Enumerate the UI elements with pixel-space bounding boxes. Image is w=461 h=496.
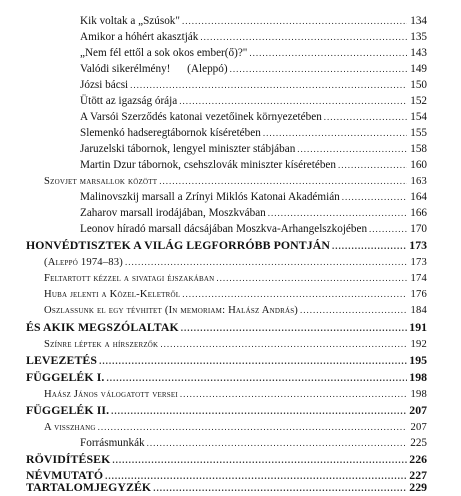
toc-page-number: 155	[410, 127, 427, 139]
toc-entry-title: NÉVMUTATÓ	[26, 468, 104, 482]
toc-entry-title: (Aleppó 1974–83)	[44, 257, 124, 268]
toc-entry	[80, 45, 427, 61]
toc-entry-title: Feltartott kézzel a sivatagi éjszakában	[44, 273, 215, 284]
toc-section-entry	[44, 419, 427, 435]
toc-entry-title: FÜGGELÉK I.	[26, 370, 105, 384]
toc-entry	[80, 109, 427, 125]
dot-leader	[230, 61, 407, 77]
toc-page-number: 166	[410, 207, 427, 219]
toc-entry-title: RÖVIDÍTÉSEK	[26, 452, 111, 466]
toc-page-number: 173	[409, 238, 427, 252]
toc-entry-title: Huba jelenti a Közel-Keletről	[44, 289, 181, 300]
toc-chapter-entry	[26, 352, 427, 368]
dot-leader	[268, 205, 407, 221]
toc-chapter-entry	[26, 369, 427, 385]
toc-entry-title: A Varsói Szerződés katonai vezetőinek környezetében	[80, 111, 322, 123]
dot-leader	[181, 320, 407, 336]
dot-leader	[180, 386, 407, 402]
toc-page-number: 135	[410, 31, 427, 43]
toc-entry-title: Zaharov marsall irodájában, Moszkvában	[80, 207, 266, 219]
dot-leader	[338, 157, 407, 173]
dot-leader	[182, 286, 407, 302]
toc-page-number: 143	[410, 47, 427, 59]
toc-entry	[80, 221, 427, 237]
dot-leader	[99, 353, 407, 369]
toc-page-number: 227	[409, 468, 427, 482]
toc-entry-title: Haász János válogatott versei	[44, 389, 178, 400]
toc-entry	[80, 61, 427, 77]
toc-entry-title: ÉS AKIK MEGSZÓLALTAK	[26, 320, 179, 334]
dot-leader	[182, 13, 407, 29]
toc-page-number: 174	[410, 273, 427, 284]
toc-entry-title: LEVEZETÉS	[26, 353, 98, 367]
toc-entry	[80, 435, 427, 451]
toc-entry-title: Valódi sikerélmény! (Aleppó)	[80, 63, 228, 75]
toc-page-number: 192	[410, 339, 427, 350]
toc-entry-title: Forrásmunkák	[80, 437, 145, 449]
toc-entry-title: HONVÉDTISZTEK A VILÁG LEGFORRÓBB PONTJÁN	[26, 238, 331, 252]
toc-page-number: 198	[410, 389, 427, 400]
toc-chapter-entry	[26, 479, 427, 495]
toc-entry	[80, 205, 427, 221]
toc-entry-title: Szovjet marsallok között	[44, 176, 158, 187]
toc-entry-title: Malinovszkij marsall a Zrínyi Miklós Katonai Akadémián	[80, 191, 340, 203]
toc-page-number: 229	[409, 480, 427, 494]
toc-page-number: 158	[410, 143, 427, 155]
dot-leader	[159, 173, 407, 189]
toc-page-number: 226	[409, 452, 427, 466]
toc-entry-title: FÜGGELÉK II.	[26, 403, 110, 417]
toc-page-number: 176	[410, 289, 427, 300]
toc-section-entry	[44, 254, 427, 270]
toc-entry	[80, 125, 427, 141]
toc-page-number: 149	[410, 63, 427, 75]
toc-page-number: 154	[410, 111, 427, 123]
toc-entry-title: TARTALOMJEGYZÉK	[26, 480, 152, 494]
toc-chapter-entry	[26, 237, 427, 253]
toc-entry-title: Kik voltak a „Szúsok"	[80, 15, 180, 27]
toc-entry-title: Slemenkó hadseregtábornok kíséretében	[80, 127, 261, 139]
dot-leader	[98, 419, 407, 435]
toc-page-number: 160	[410, 159, 427, 171]
dot-leader	[111, 403, 407, 419]
toc-page-number: 150	[410, 79, 427, 91]
toc-entry-title: Oszlassunk el egy tévhitet (In memoriam: Halász András)	[44, 305, 299, 316]
toc-page-number: 207	[409, 403, 427, 417]
dot-leader	[369, 221, 407, 237]
toc-section-entry	[44, 302, 427, 318]
toc-page-number: 163	[410, 176, 427, 187]
toc-page-number: 225	[410, 437, 427, 449]
toc-entry	[80, 13, 427, 29]
dot-leader	[324, 109, 407, 125]
toc-section-entry	[44, 286, 427, 302]
toc-page-number: 184	[410, 305, 427, 316]
toc-chapter-entry	[26, 402, 427, 418]
dot-leader	[342, 189, 407, 205]
toc-page-number: 195	[409, 353, 427, 367]
toc-entry-title: Martin Dzur tábornok, csehszlovák miniszter kíséretében	[80, 159, 336, 171]
toc-entry-title: „Nem fél ettől a sok okos ember(ő)?"	[80, 47, 248, 59]
toc-entry	[80, 77, 427, 93]
toc-page-number: 170	[410, 223, 427, 235]
dot-leader	[130, 77, 407, 93]
dot-leader	[153, 480, 407, 496]
dot-leader	[160, 336, 407, 352]
toc-entry-title: Ütött az igazság órája	[80, 95, 178, 107]
toc-page-number: 173	[410, 257, 427, 268]
dot-leader	[216, 270, 407, 286]
toc-entry	[80, 29, 427, 45]
dot-leader	[179, 93, 407, 109]
dot-leader	[112, 452, 407, 468]
toc-entry-title: Amikor a hóhért akasztják	[80, 31, 199, 43]
toc-entry-title: Józsi bácsi	[80, 79, 129, 91]
dot-leader	[249, 45, 407, 61]
toc-entry	[80, 93, 427, 109]
toc-section-entry	[44, 270, 427, 286]
dot-leader	[200, 29, 407, 45]
toc-entry-title: Leonov híradó marsall dácsájában Moszkva-Arhangelszkojében	[80, 223, 368, 235]
toc-page-number: 198	[409, 370, 427, 384]
toc-page-number: 164	[410, 191, 427, 203]
dot-leader	[106, 370, 407, 386]
dot-leader	[263, 125, 407, 141]
dot-leader	[332, 238, 407, 254]
dot-leader	[147, 435, 407, 451]
toc-entry-title: Színre léptek a hírszerzők	[44, 339, 159, 350]
toc-section-entry	[44, 336, 427, 352]
dot-leader	[300, 302, 407, 318]
dot-leader	[125, 254, 407, 270]
toc-entry-title: Jaruzelski tábornok, lengyel miniszter stábjában	[80, 143, 296, 155]
toc-chapter-entry	[26, 319, 427, 335]
toc-entry	[80, 141, 427, 157]
toc-page-number: 191	[409, 320, 427, 334]
dot-leader	[297, 141, 407, 157]
toc-section-entry	[44, 173, 427, 189]
toc-section-entry	[44, 386, 427, 402]
toc-page-number: 152	[410, 95, 427, 107]
toc-entry	[80, 189, 427, 205]
toc-page-number: 134	[410, 15, 427, 27]
toc-entry	[80, 157, 427, 173]
toc-page-number: 207	[410, 422, 427, 433]
toc-chapter-entry	[26, 451, 427, 467]
toc-entry-title: A visszhang	[44, 422, 96, 433]
